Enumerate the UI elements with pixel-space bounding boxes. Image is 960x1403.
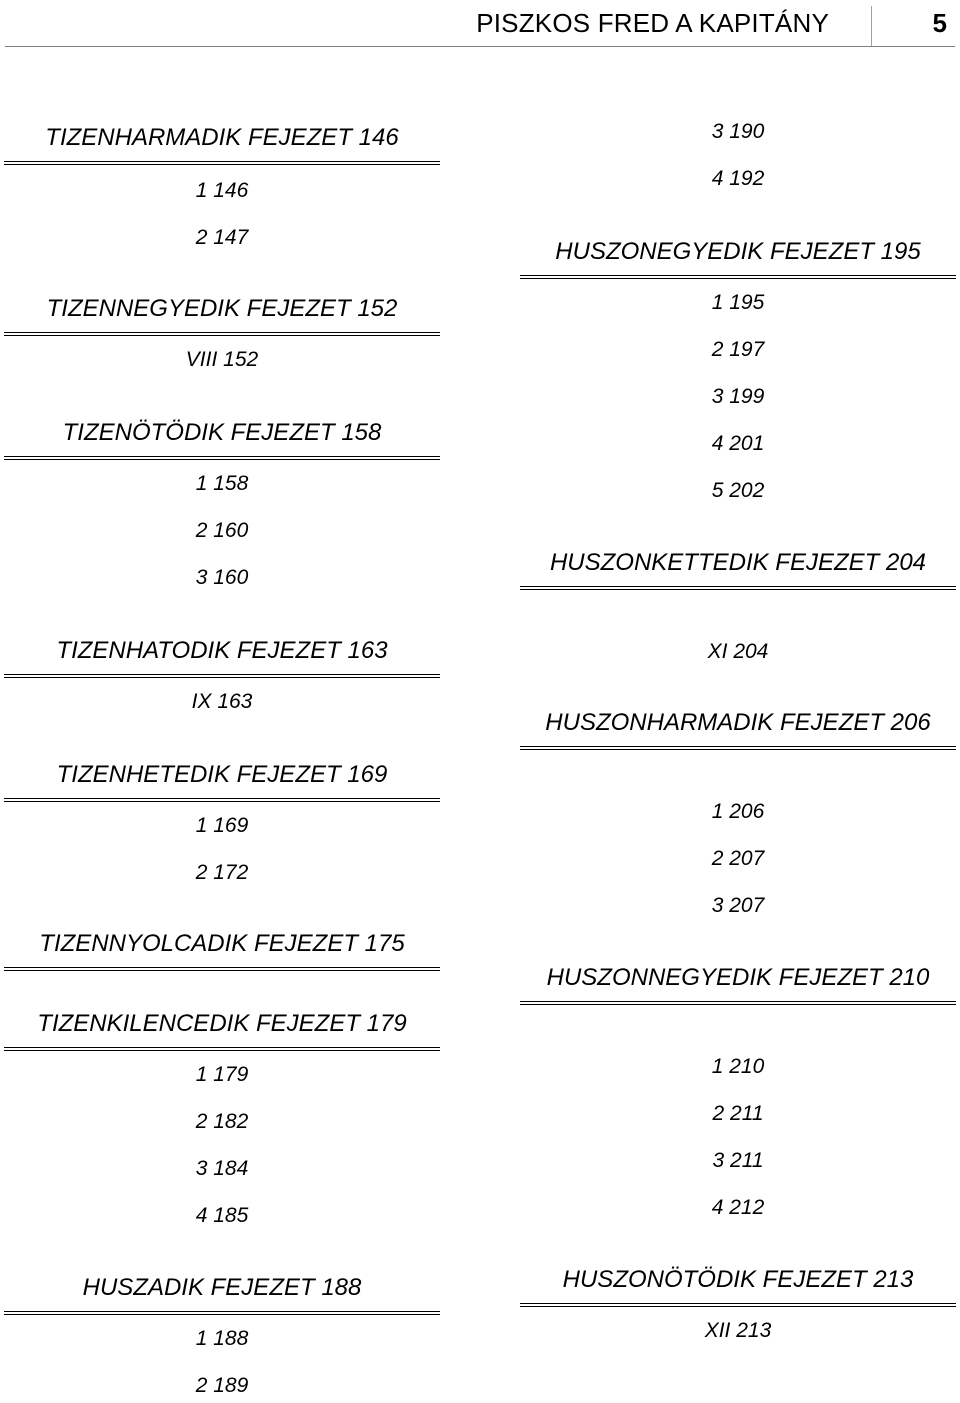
toc-chapter-entry[interactable]: HUSZONEGYEDIK FEJEZET 195 <box>520 232 956 279</box>
page-number: 5 <box>932 8 947 38</box>
toc-section-entry[interactable]: IX 163 <box>191 690 253 713</box>
toc-section-entry[interactable]: 4 192 <box>711 167 765 190</box>
toc-section-entry[interactable]: 2 189 <box>195 1374 249 1397</box>
toc-section-entry[interactable]: 2 211 <box>712 1102 764 1125</box>
toc-section-entry[interactable]: 2 147 <box>195 226 249 249</box>
toc-section-entry[interactable]: 2 197 <box>711 338 765 361</box>
toc-section-entry[interactable]: 3 184 <box>195 1157 249 1180</box>
toc-section-entry[interactable]: 5 202 <box>711 479 765 502</box>
toc-section-entry[interactable]: 2 182 <box>195 1110 249 1133</box>
toc-chapter-entry[interactable]: HUSZONNEGYEDIK FEJEZET 210 <box>520 958 956 1005</box>
toc-section-entry[interactable]: 1 195 <box>711 291 765 314</box>
toc-chapter-entry[interactable]: TIZENNYOLCADIK FEJEZET 175 <box>4 924 440 971</box>
toc-chapter-entry[interactable]: TIZENHETEDIK FEJEZET 169 <box>4 755 440 802</box>
toc-section-entry[interactable]: 4 201 <box>711 432 765 455</box>
toc-chapter-entry[interactable]: TIZENHARMADIK FEJEZET 146 <box>4 118 440 165</box>
toc-chapter-entry[interactable]: TIZENNEGYEDIK FEJEZET 152 <box>4 289 440 336</box>
toc-section-entry[interactable]: 3 199 <box>711 385 765 408</box>
page-header <box>5 0 955 47</box>
toc-chapter-entry[interactable]: HUSZONHARMADIK FEJEZET 206 <box>520 703 956 750</box>
toc-section-entry[interactable]: 4 212 <box>711 1196 765 1219</box>
toc-section-entry[interactable]: VIII 152 <box>185 348 259 371</box>
toc-section-entry[interactable]: 1 158 <box>195 472 249 495</box>
toc-section-entry[interactable]: 1 146 <box>195 179 249 202</box>
toc-chapter-entry[interactable]: HUSZADIK FEJEZET 188 <box>4 1268 440 1315</box>
toc-section-entry[interactable]: 3 160 <box>195 566 249 589</box>
toc-section-entry[interactable]: 3 211 <box>712 1149 764 1172</box>
toc-chapter-entry[interactable]: HUSZONKETTEDIK FEJEZET 204 <box>520 543 956 590</box>
toc-section-entry[interactable]: 1 210 <box>711 1055 765 1078</box>
toc-section-entry[interactable]: 1 206 <box>711 800 765 823</box>
toc-chapter-entry[interactable]: TIZENKILENCEDIK FEJEZET 179 <box>4 1004 440 1051</box>
toc-section-entry[interactable]: 1 188 <box>195 1327 249 1350</box>
header-divider <box>871 6 872 46</box>
toc-section-entry[interactable]: 4 185 <box>195 1204 249 1227</box>
toc-section-entry[interactable]: XII 213 <box>704 1319 772 1342</box>
toc-chapter-entry[interactable]: TIZENHATODIK FEJEZET 163 <box>4 631 440 678</box>
toc-chapter-entry[interactable]: TIZENÖTÖDIK FEJEZET 158 <box>4 413 440 460</box>
toc-chapter-entry[interactable]: HUSZONÖTÖDIK FEJEZET 213 <box>520 1260 956 1307</box>
toc-section-entry[interactable]: 2 172 <box>195 861 249 884</box>
page-title: PISZKOS FRED A KAPITÁNY <box>476 8 829 38</box>
toc-section-entry[interactable]: 3 190 <box>711 120 765 143</box>
toc-section-entry[interactable]: 2 160 <box>195 519 249 542</box>
toc-section-entry[interactable]: 1 169 <box>195 814 249 837</box>
toc-section-entry[interactable]: XI 204 <box>707 640 769 663</box>
toc-section-entry[interactable]: 2 207 <box>711 847 765 870</box>
toc-section-entry[interactable]: 3 207 <box>711 894 765 917</box>
toc-section-entry[interactable]: 1 179 <box>195 1063 249 1086</box>
